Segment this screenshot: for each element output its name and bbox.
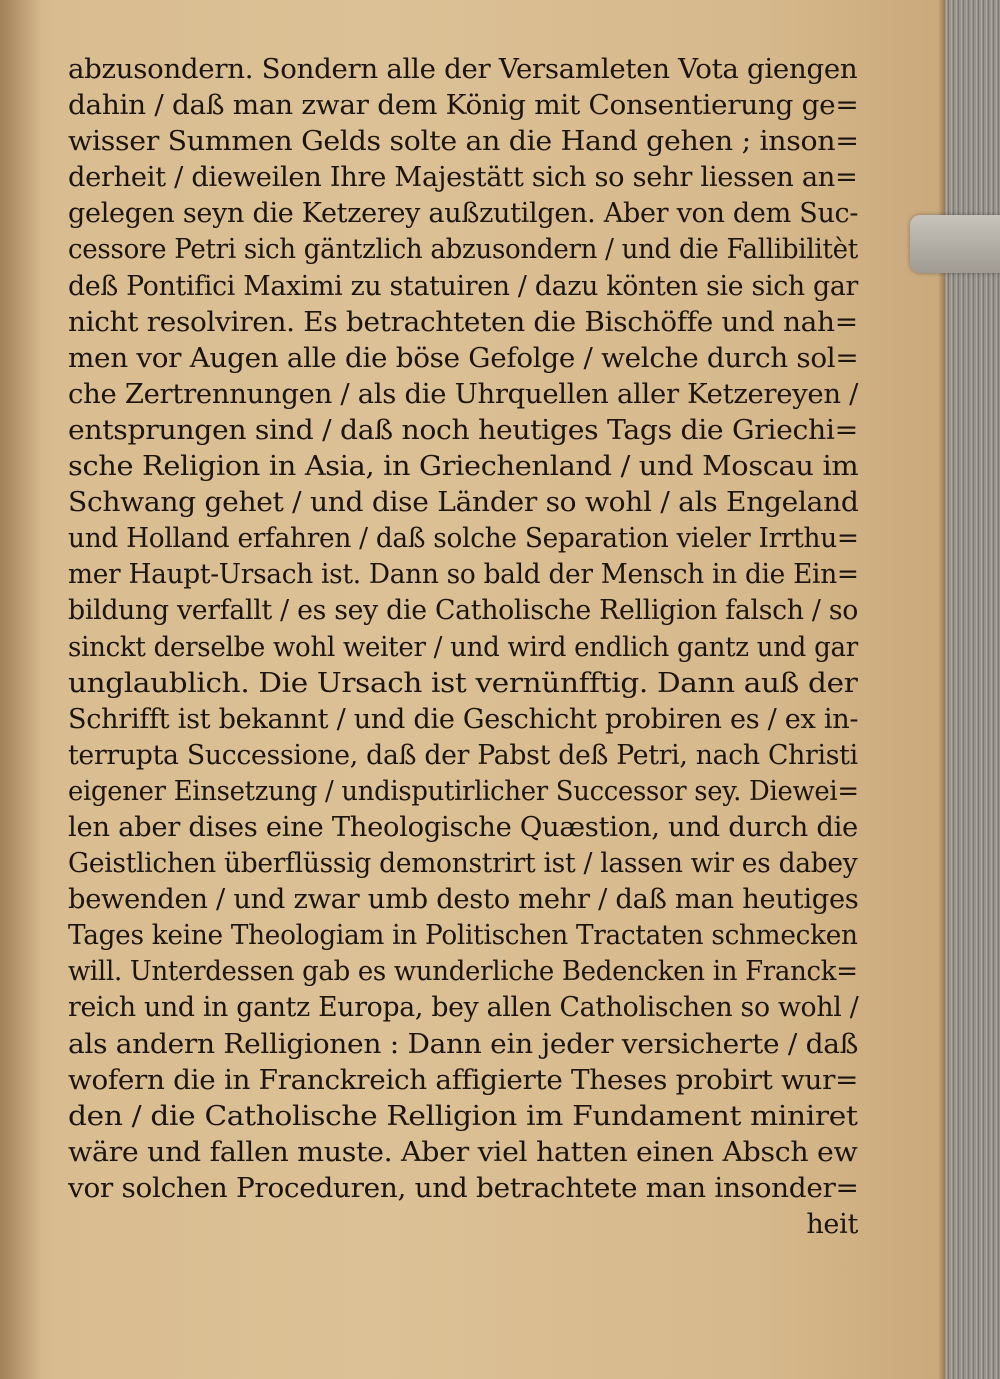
text-line: als andern Relligionen : Dann ein jeder versicherte / daß [68,1028,859,1060]
text-line: Schrifft ist bekannt / und die Geschicht probiren es / ex in- [68,703,859,735]
text-line: unglaublich. Die Ursach ist vernünfftig. Dann auß der [68,667,858,699]
text-line: Tages keine Theologiam in Politischen Tractaten schmecken [68,920,858,952]
text-line: vor solchen Proceduren, und betrachtete man insonder= [68,1172,859,1204]
text-line: sche Religion in Asia, in Griechenland / und Moscau im [68,451,859,483]
text-line: eigener Einsetzung / undisputirlicher Successor sey. Diewei= [68,775,859,807]
text-line: che Zertrennungen / als die Uhrquellen aller Ketzereyen / [68,378,859,410]
text-line: abzusondern. Sondern alle der Versamleten Vota giengen [68,54,858,85]
text-line: deß Pontifici Maximi zu statuiren / dazu könten sie sich gar [68,270,859,302]
text-line: und Holland erfahren / daß solche Separation vieler Irrthu= [68,523,859,555]
text-line: dahin / daß man zwar dem König mit Consentierung ge= [68,90,859,122]
text-line: reich und in gantz Europa, bey allen Catholischen so wohl / [68,992,859,1024]
text-line: will. Unterdessen gab es wunderliche Bedencken in Franck= [68,956,858,988]
book-page-edges [945,0,1000,1379]
text-line: cessore Petri sich gäntzlich abzusondern / und die Fallibilitèt [68,234,858,266]
body-text [68,52,858,1243]
text-line: gelegen seyn die Ketzerey außzutilgen. Aber von dem Suc- [68,198,859,230]
text-line: wisser Summen Gelds solte an die Hand gehen ; inson= [68,126,859,158]
text-line: bildung verfallt / es sey die Catholische Relligion falsch / so [68,595,859,627]
text-line: terrupta Successione, daß der Pabst deß Petri, nach Christi [68,739,858,771]
text-line: men vor Augen alle die böse Gefolge / welche durch sol= [68,342,859,374]
text-line: nicht resolviren. Es betrachteten die Bischöffe und nah= [68,306,858,338]
bookmark-tab [910,215,1000,273]
text-line: len aber dises eine Theologische Quæstion, und durch die [68,811,858,843]
text-line: mer Haupt-Ursach ist. Dann so bald der Mensch in die Ein= [68,559,859,591]
text-line: Geistlichen überflüssig demonstrirt ist / lassen wir es dabey [68,848,858,880]
text-line: derheit / dieweilen Ihre Majestätt sich so sehr liessen an= [68,162,858,194]
text-line: wofern die in Franckreich affigierte Theses probirt wur= [68,1064,859,1096]
text-line: sinckt derselbe wohl weiter / und wird endlich gantz und gar [68,631,858,663]
text-line: den / die Catholische Relligion im Fundament miniret [68,1100,858,1132]
text-line: Schwang gehet / und dise Länder so wohl / als Engeland [68,487,859,519]
catchword: heit [806,1209,858,1240]
text-line: entsprungen sind / daß noch heutiges Tags die Griechi= [68,414,859,446]
text-line: wäre und fallen muste. Aber viel hatten einen Absch ew [68,1136,858,1168]
gutter-shadow [0,0,40,1379]
text-line: bewenden / und zwar umb desto mehr / daß man heutiges [68,884,859,916]
